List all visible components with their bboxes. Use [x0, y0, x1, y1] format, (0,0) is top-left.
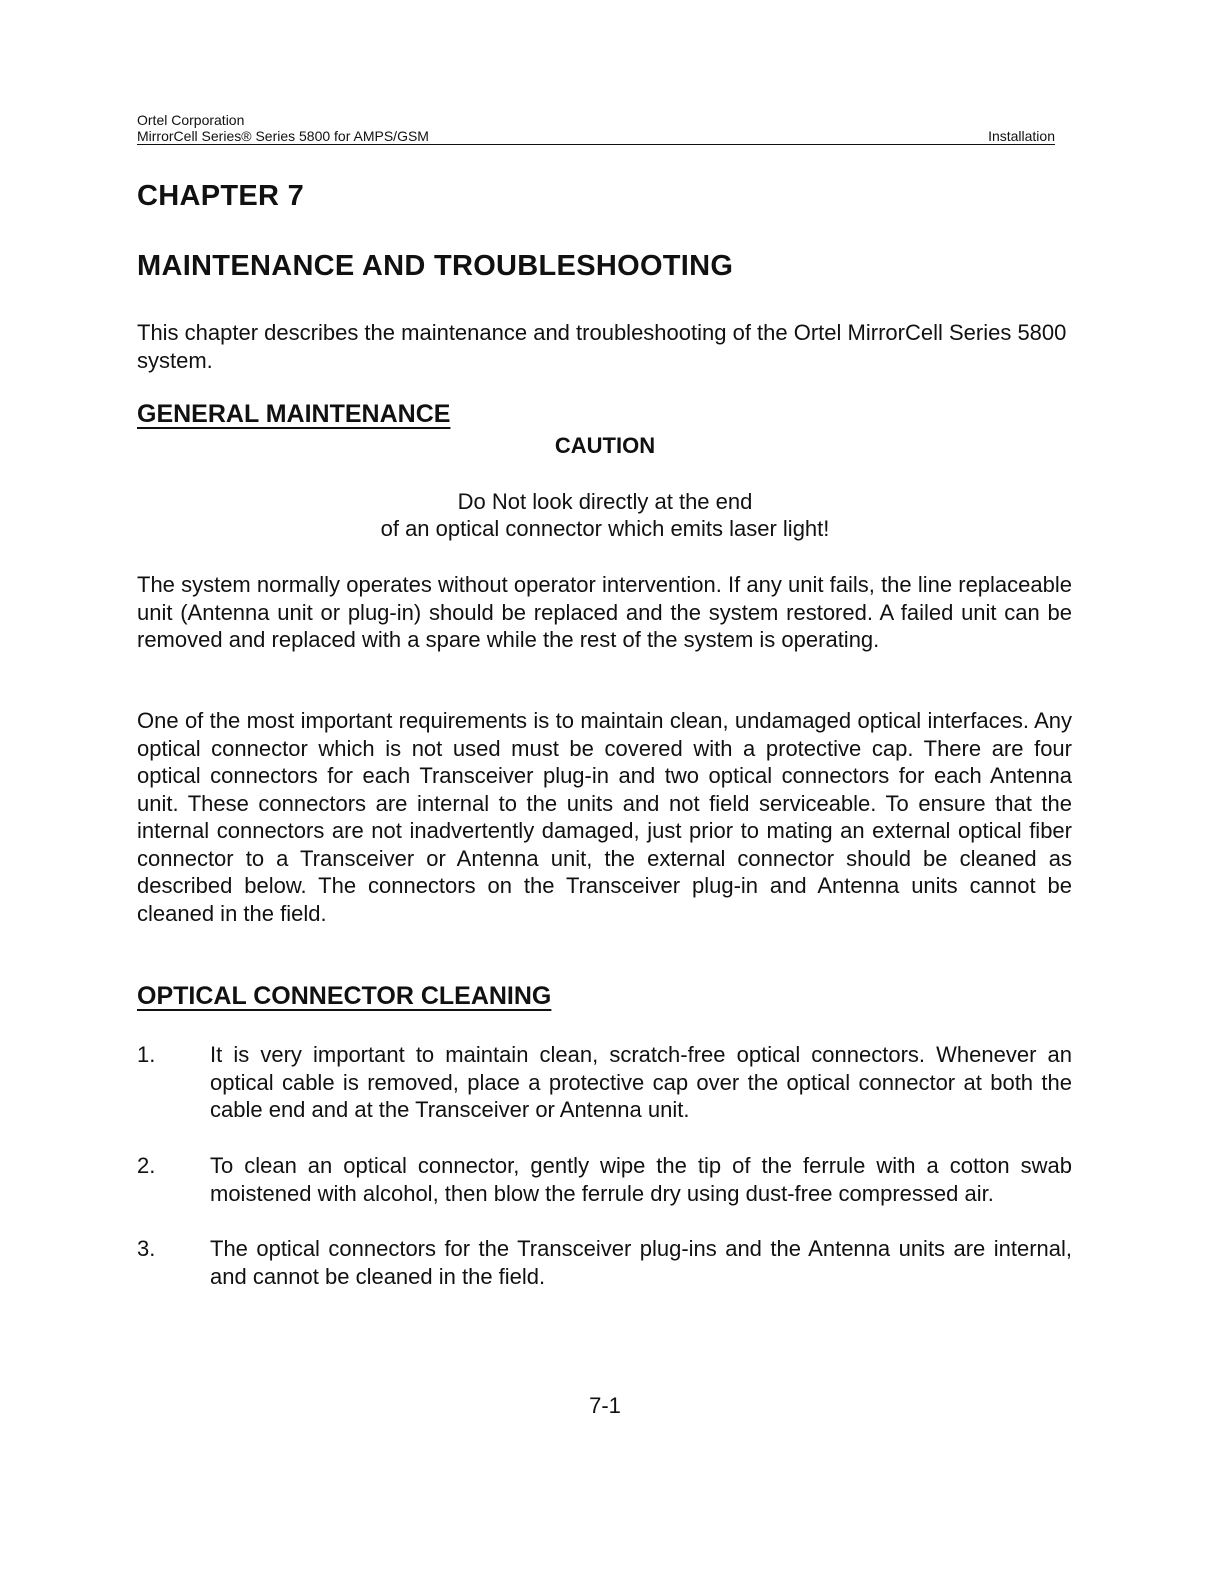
maintenance-paragraph-1: The system normally operates without operator intervention. If any unit fails, the line replaceable unit (Antenna unit or plug-in) should be replaced and the system restored. A failed unit can be removed and replaced with a spare while the rest of the system is operating. — [137, 572, 1072, 652]
list-item-text: To clean an optical connector, gently wipe the tip of the ferrule with a cotton swab moistened with alcohol, then blow the ferrule dry using dust-free compressed air. — [210, 1153, 1072, 1206]
maintenance-paragraph-2: One of the most important requirements is to maintain clean, undamaged optical interfaces. Any optical connector which is not used must be covered with a protective cap. There are four optical connectors for each Transceiver plug-in and two optical connectors for each Antenna unit. These connectors are internal to the units and not field serviceable. To ensure that the internal connectors are not inadvertently damaged, just prior to mating an external optical fiber connector to a Transceiver or Antenna unit, the external connector should be cleaned as described below. The connectors on the Transceiver plug-in and Antenna units cannot be cleaned in the field. — [137, 708, 1072, 926]
header-section: Installation — [988, 128, 1055, 144]
caution-title: CAUTION — [554, 433, 656, 458]
intro-paragraph: This chapter describes the maintenance and troubleshooting of the Ortel MirrorCell Series 5800 system. — [137, 320, 1067, 373]
list-item-number: 2. — [137, 1153, 156, 1178]
list-item-number: 3. — [137, 1236, 156, 1261]
list-item-text: The optical connectors for the Transceiver plug-ins and the Antenna units are internal, and cannot be cleaned in the field. — [210, 1236, 1072, 1289]
header-product: MirrorCell Series® Series 5800 for AMPS/GSM — [137, 128, 429, 144]
list-item-number: 1. — [137, 1042, 156, 1067]
optical-cleaning-heading: OPTICAL CONNECTOR CLEANING — [137, 982, 552, 1010]
caution-line-2: of an optical connector which emits laser light! — [380, 516, 830, 541]
page-header — [137, 112, 1055, 145]
general-maintenance-heading: GENERAL MAINTENANCE — [137, 400, 451, 428]
chapter-label: CHAPTER 7 — [137, 180, 305, 212]
header-company: Ortel Corporation — [137, 112, 245, 128]
page-number: 7-1 — [589, 1393, 621, 1418]
chapter-title: MAINTENANCE AND TROUBLESHOOTING — [137, 250, 734, 282]
header-rule-line — [137, 128, 1055, 145]
caution-text — [0, 488, 1210, 542]
caution-line-1: Do Not look directly at the end — [457, 489, 753, 514]
list-item-text: It is very important to maintain clean, scratch-free optical connectors. Whenever an optical cable is removed, place a protective cap over the optical connector at both the cable end and at the Transceiver or Antenna unit. — [210, 1042, 1072, 1122]
